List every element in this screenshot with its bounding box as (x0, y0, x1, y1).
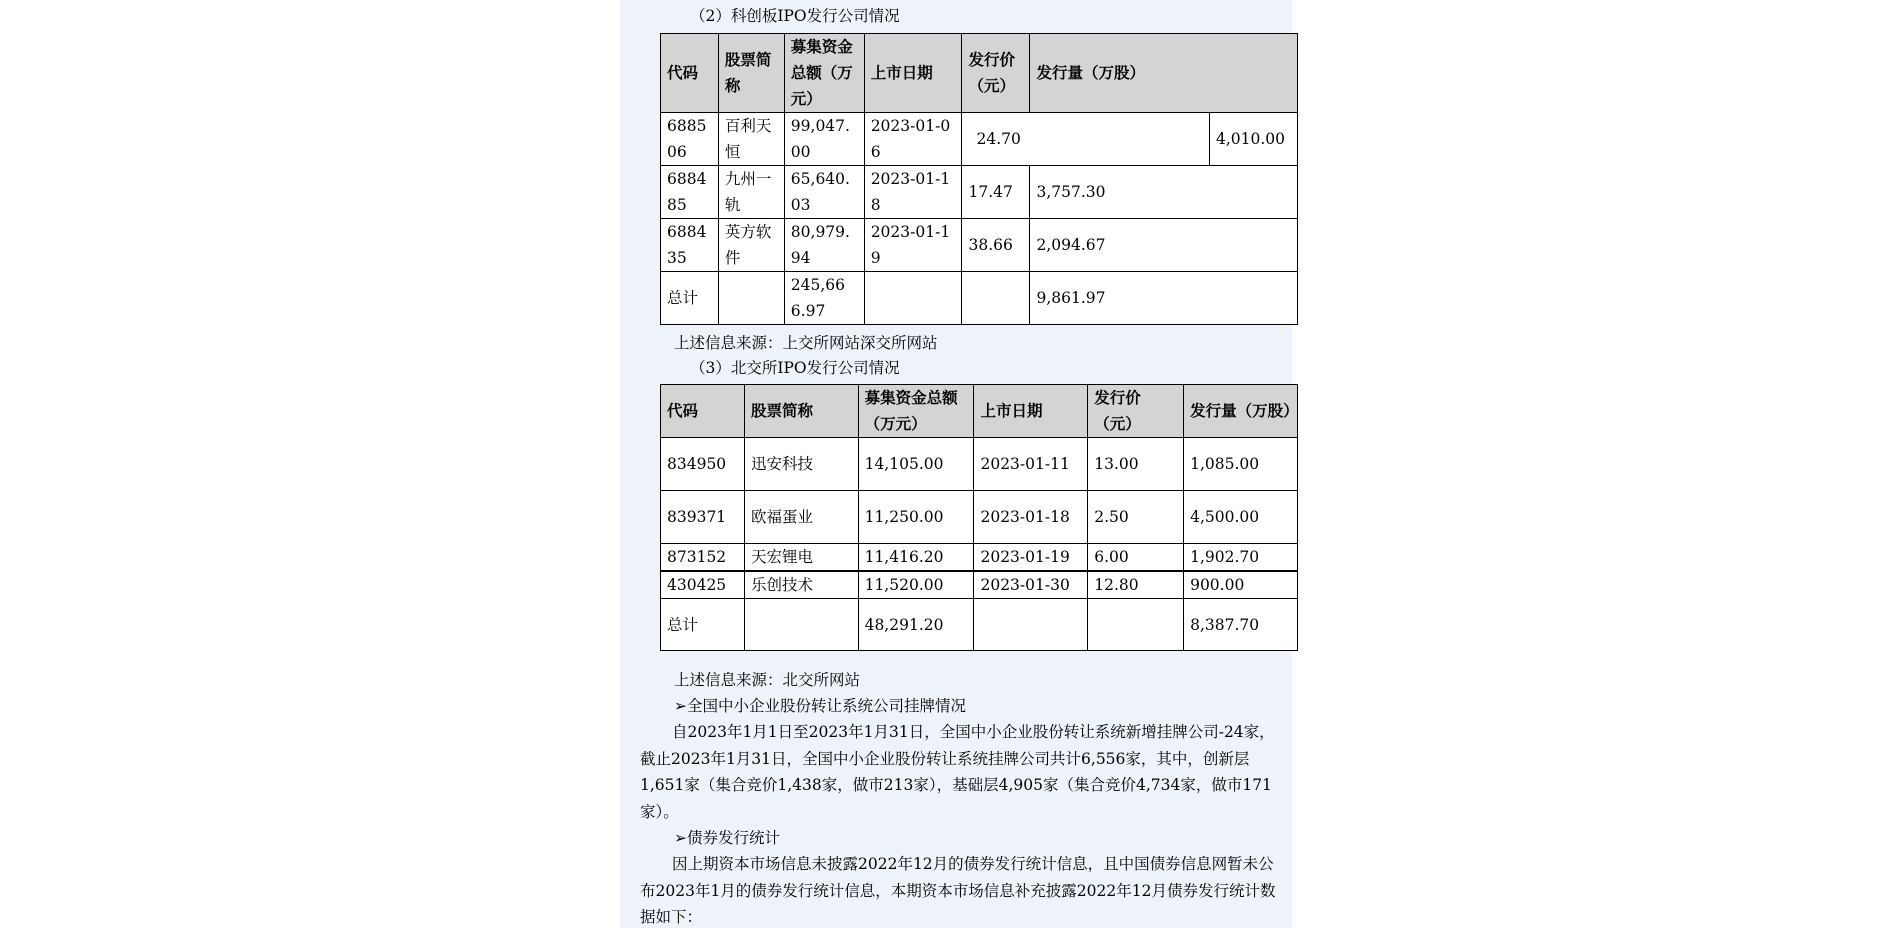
bond-paragraph-text: 因上期资本市场信息未披露2022年12月的债券发行统计信息，且中国债券信息网暂未公布2023年1月的债券发行统计信息，本期资本市场信息补充披露2022年12月债券发行统计数据如下： (640, 855, 1276, 926)
cell-empty (744, 599, 858, 651)
cell-name: 百利天恒 (718, 113, 784, 166)
neeq-paragraph-text: 自2023年1月1日至2023年1月31日，全国中小企业股份转让系统新增挂牌公司-24家，截止2023年1月31日，全国中小企业股份转让系统挂牌公司共计6,556家，其中，创新层1,651家（集合竞价1,438家，做市213家），基础层4,905家（集合竞价4,734家，做市171家）。 (640, 723, 1275, 821)
cell-total-amount: 48,291.20 (858, 599, 974, 651)
bond-heading: ➢债券发行统计 (674, 829, 780, 847)
cell-name: 天宏锂电 (744, 544, 858, 572)
cell-date: 2023-01-11 (974, 438, 1088, 491)
section-title-bse: （3）北交所IPO发行公司情况 (690, 359, 900, 377)
cell-code: 834950 (661, 438, 745, 491)
cell-volume: 4,010.00 (1209, 113, 1297, 166)
cell-name: 欧福蛋业 (744, 491, 858, 544)
cell-amount: 11,520.00 (858, 571, 974, 599)
table-row (661, 571, 1298, 599)
table-row (661, 491, 1298, 544)
cell-code: 873152 (661, 544, 745, 572)
cell-code: 688485 (661, 166, 719, 219)
header-price: 发行价（元） (962, 34, 1030, 113)
bond-paragraph (640, 851, 1280, 931)
cell-volume: 4,500.00 (1184, 491, 1298, 544)
cell-name: 英方软件 (718, 219, 784, 272)
cell-code: 839371 (661, 491, 745, 544)
cell-amount: 11,416.20 (858, 544, 974, 572)
star-market-ipo-table (660, 33, 1298, 325)
bse-ipo-table (660, 384, 1298, 651)
cell-date: 2023-01-18 (974, 491, 1088, 544)
header-code: 代码 (661, 34, 719, 113)
cell-total-label: 总计 (661, 599, 745, 651)
header-date: 上市日期 (974, 385, 1088, 438)
cell-amount: 99,047.00 (784, 113, 864, 166)
cell-volume: 2,094.67 (1030, 219, 1298, 272)
cell-code: 430425 (661, 571, 745, 599)
cell-total-amount: 245,666.97 (784, 272, 864, 325)
cell-amount: 14,105.00 (858, 438, 974, 491)
header-code: 代码 (661, 385, 745, 438)
cell-amount: 80,979.94 (784, 219, 864, 272)
header-amount: 募集资金总额（万元） (784, 34, 864, 113)
section-title-star-market: （2）科创板IPO发行公司情况 (690, 7, 900, 25)
cell-amount: 11,250.00 (858, 491, 974, 544)
cell-total-volume: 8,387.70 (1184, 599, 1298, 651)
cell-empty (962, 272, 1030, 325)
cell-price: 12.80 (1088, 571, 1184, 599)
header-amount: 募集资金总额（万元） (858, 385, 974, 438)
header-name: 股票简称 (744, 385, 858, 438)
table-row-total (661, 599, 1298, 651)
cell-date: 2023-01-30 (974, 571, 1088, 599)
header-name: 股票简称 (718, 34, 784, 113)
document-page (620, 0, 1299, 928)
table-row (661, 166, 1298, 219)
cell-date: 2023-01-06 (864, 113, 962, 166)
header-date: 上市日期 (864, 34, 962, 113)
cell-name: 乐创技术 (744, 571, 858, 599)
cell-name: 九州一轨 (718, 166, 784, 219)
cell-date: 2023-01-18 (864, 166, 962, 219)
source-note-bse: 上述信息来源：北交所网站 (674, 671, 861, 689)
cell-empty (1088, 599, 1184, 651)
cell-code: 688506 (661, 113, 719, 166)
cell-empty (864, 272, 962, 325)
table-row-total (661, 272, 1298, 325)
cell-total-label: 总计 (661, 272, 719, 325)
neeq-paragraph (640, 719, 1280, 825)
cell-volume: 1,902.70 (1184, 544, 1298, 572)
neeq-heading: ➢全国中小企业股份转让系统公司挂牌情况 (674, 697, 966, 715)
cell-price: 17.47 (962, 166, 1030, 219)
cell-date: 2023-01-19 (864, 219, 962, 272)
cell-volume: 900.00 (1184, 571, 1298, 599)
header-volume: 发行量（万股） (1184, 385, 1298, 438)
table-row (661, 219, 1298, 272)
source-note-star-market: 上述信息来源：上交所网站深交所网站 (674, 334, 938, 352)
table-row (661, 113, 1298, 166)
cell-amount: 65,640.03 (784, 166, 864, 219)
header-price: 发行价（元） (1088, 385, 1184, 438)
cell-date: 2023-01-19 (974, 544, 1088, 572)
table-row (661, 438, 1298, 491)
cell-price: 38.66 (962, 219, 1030, 272)
cell-price: 24.70 (962, 113, 1209, 166)
cell-price: 2.50 (1088, 491, 1184, 544)
table-row (661, 544, 1298, 572)
cell-price: 13.00 (1088, 438, 1184, 491)
cell-volume: 3,757.30 (1030, 166, 1298, 219)
cell-name: 迅安科技 (744, 438, 858, 491)
cell-price: 6.00 (1088, 544, 1184, 572)
cell-empty (974, 599, 1088, 651)
header-volume: 发行量（万股） (1030, 34, 1298, 113)
cell-total-volume: 9,861.97 (1030, 272, 1298, 325)
cell-code: 688435 (661, 219, 719, 272)
cell-volume: 1,085.00 (1184, 438, 1298, 491)
cell-empty (718, 272, 784, 325)
